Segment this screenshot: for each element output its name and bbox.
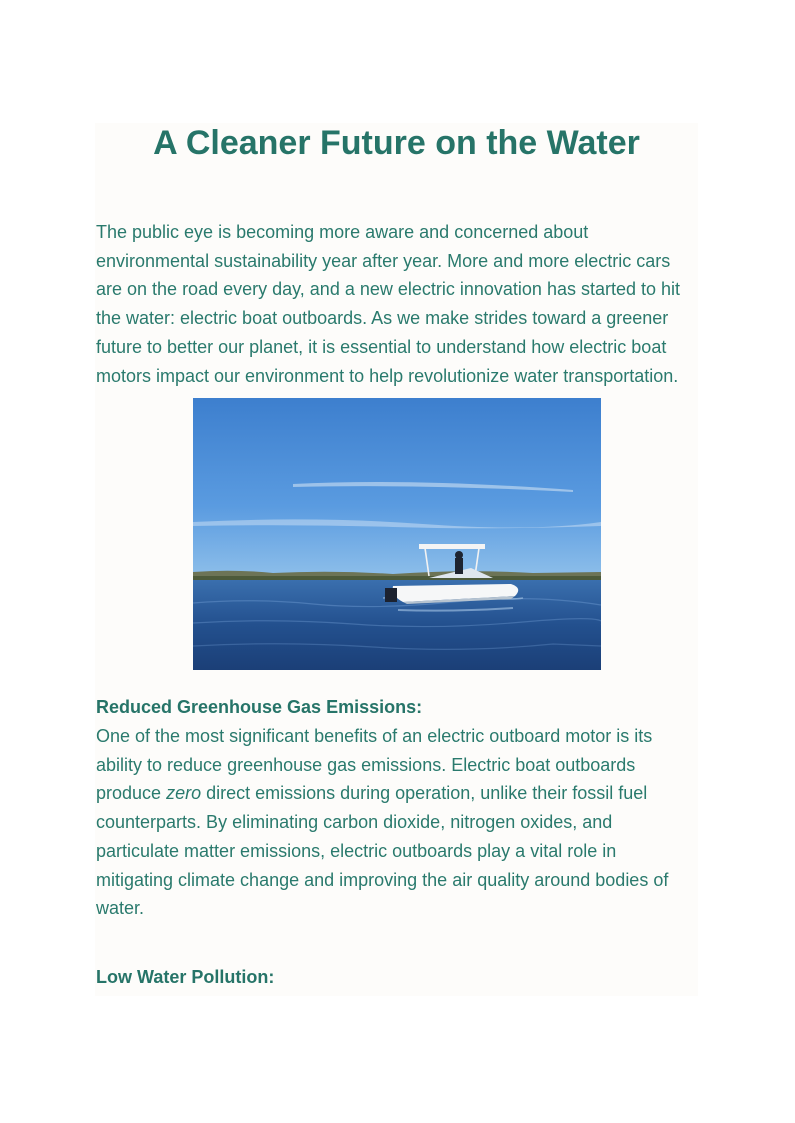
emissions-emphasis: zero: [166, 783, 202, 804]
section-heading-emissions: Reduced Greenhouse Gas Emissions:: [96, 697, 423, 717]
section-heading-water-pollution: Low Water Pollution:: [96, 967, 275, 987]
emissions-text-end: direct emissions during operation, unlike their fossil fuel counterparts. By eliminating carbon dioxide, nitrogen oxides, and particulate matter emissions, electric outboards play a vital role in mitigating climate change and improving the air quality around bodies of water.: [96, 783, 669, 919]
boat-photo: [193, 398, 601, 670]
intro-paragraph: The public eye is becoming more aware and concerned about environmental sustainability year after year. More and more electric cars are on the road every day, and a new electric innovation has started to hit the water: electric boat outboards. As we make strides toward a greener future to better our planet, it is essential to understand how electric boat motors impact our environment to help revolutionize water transportation.: [96, 222, 681, 386]
emissions-paragraph: [96, 722, 696, 923]
page-title: A Cleaner Future on the Water: [153, 124, 640, 162]
emissions-text-start: One of the most significant benefits of an electric outboard motor is its ability to reduce greenhouse gas emissions. Electric boat outboards produce: [96, 726, 653, 804]
